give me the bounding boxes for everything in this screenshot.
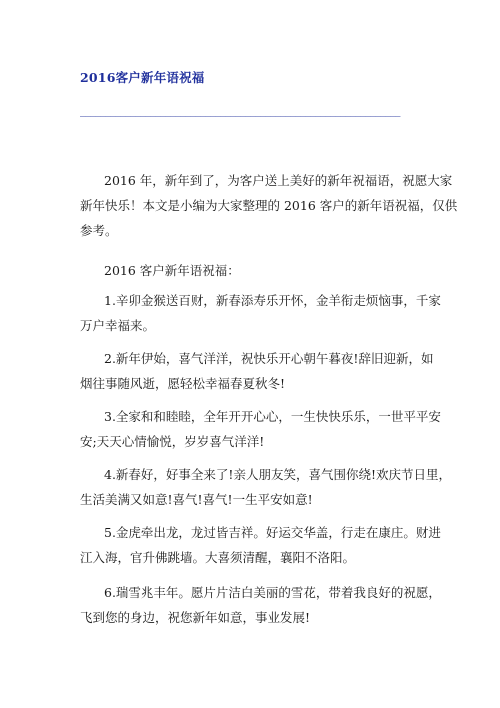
wish-item-line: 5.金虎牵出龙，龙过皆吉祥。好运交华盖，行走在康庄。财进 — [104, 525, 441, 540]
wish-item-1 — [80, 288, 441, 338]
intro-line-2: 新年快乐！本文是小编为大家整理的 2016 客户的新年语祝福，仅供 — [80, 198, 458, 213]
wish-item-4 — [80, 462, 451, 512]
wish-item-line: 烟往事随风逝，愿轻松幸福春夏秋冬! — [80, 376, 286, 391]
wish-item-2 — [80, 346, 434, 396]
wish-item-6 — [80, 580, 441, 630]
wish-item-3 — [80, 404, 441, 454]
intro-line-3: 参考。 — [80, 223, 118, 238]
wish-item-line: 万户幸福来。 — [80, 318, 156, 333]
intro-paragraph — [80, 168, 458, 243]
wish-item-5 — [80, 520, 441, 570]
intro-line-1: 2016 年，新年到了，为客户送上美好的新年祝福语，祝愿大家 — [104, 173, 453, 188]
wish-item-line: 1.辛卯金猴送百财，新春添寿乐开怀，金羊衔走烦恼事，千家 — [104, 293, 441, 308]
wish-item-line: 江入海，官升佛跳墙。大喜须清醒，襄阳不洛阳。 — [80, 550, 356, 565]
wish-item-line: 飞到您的身边，祝您新年如意，事业发展! — [80, 610, 311, 625]
wish-item-line: 6.瑞雪兆丰年。愿片片洁白美丽的雪花，带着我良好的祝愿， — [104, 585, 441, 600]
section-heading — [80, 258, 420, 283]
wish-item-line: 3.全家和和睦睦，全年开开心心，一生快快乐乐，一世平平安 — [104, 409, 441, 424]
wish-item-line: 2.新年伊始，喜气洋洋，祝快乐开心朝午暮夜!辞旧迎新，如 — [104, 351, 434, 366]
section-heading-text: 2016 客户新年语祝福： — [104, 263, 240, 278]
document-title: 2016客户新年语祝福 — [80, 70, 205, 85]
wish-item-line: 4.新春好，好事全来了!亲人朋友笑，喜气围你绕!欢庆节日里， — [104, 467, 451, 482]
wish-item-line: 生活美满又如意!喜气!喜气!一生平安如意! — [80, 492, 313, 507]
title-underline: ________________________________________________________________ — [80, 104, 400, 117]
wish-item-line: 安;天天心情愉悦，岁岁喜气洋洋! — [80, 434, 265, 449]
